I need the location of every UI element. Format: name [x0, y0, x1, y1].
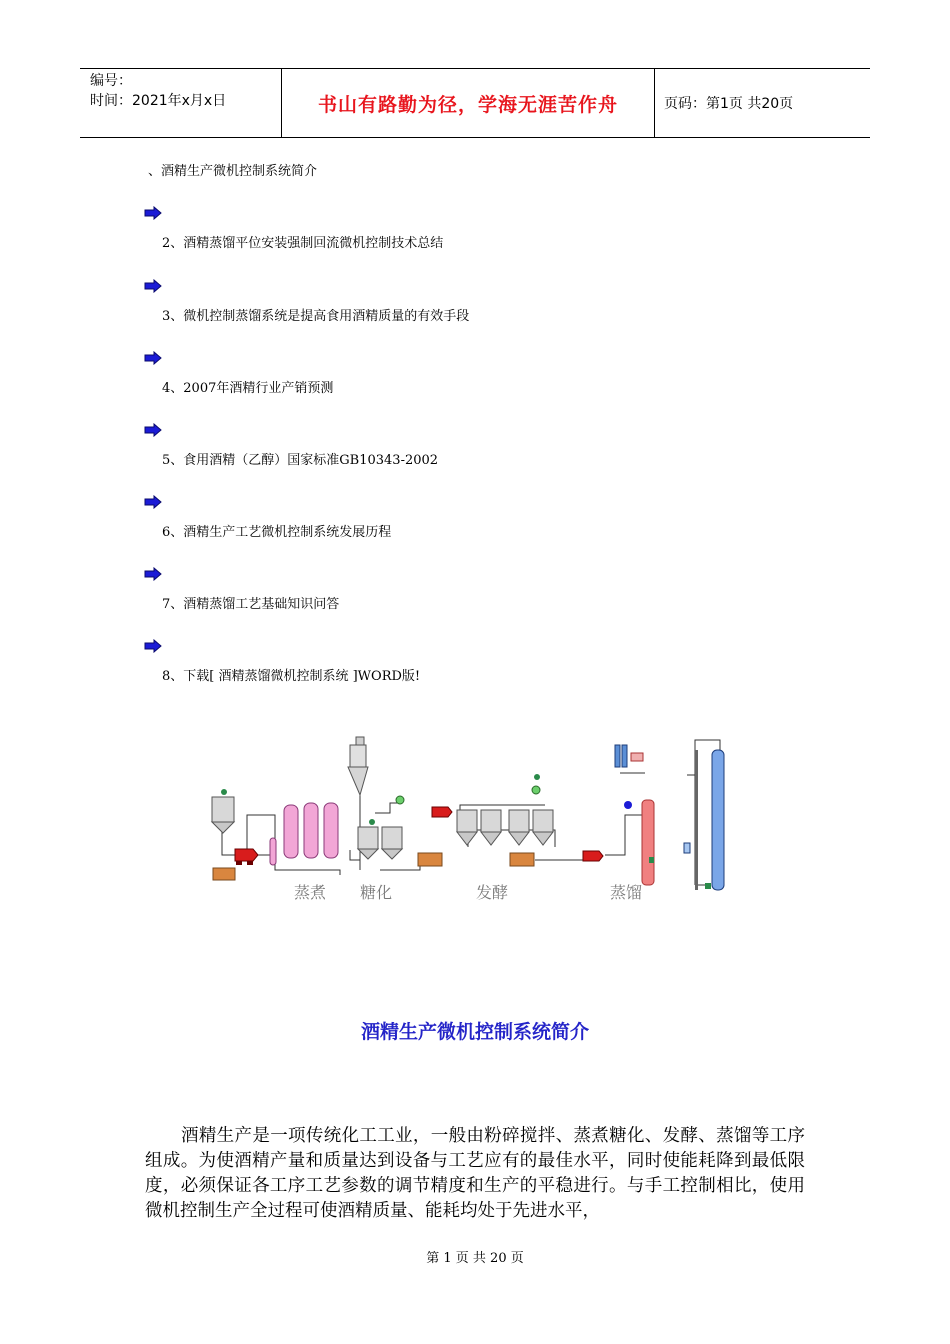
- arrow-icon[interactable]: [144, 423, 162, 437]
- diagram-label-distill: 蒸馏: [610, 883, 643, 902]
- diagram-label-ferment: 发酵: [476, 883, 509, 902]
- header-meta: [90, 71, 226, 111]
- pump-icon: [583, 851, 603, 861]
- page-header: [80, 68, 870, 138]
- toc-item-8[interactable]: 8、下载[ 酒精蒸馏微机控制系统 ]WORD版!: [162, 669, 421, 684]
- fermenters: [457, 774, 553, 866]
- arrow-icon[interactable]: [144, 567, 162, 581]
- pump-icon: [235, 849, 258, 865]
- diagram-label-saccharify: 糖化: [360, 883, 393, 902]
- toc-item-3[interactable]: 3、微机控制蒸馏系统是提高食用酒精质量的有效手段: [162, 309, 470, 324]
- toc-item-1[interactable]: 、酒精生产微机控制系统简介: [148, 164, 318, 179]
- number-label: 编号：: [90, 73, 132, 89]
- cooking-columns: [270, 803, 338, 865]
- pump-icon: [432, 807, 452, 817]
- toc-item-5[interactable]: 5、食用酒精（乙醇）国家标准GB10343-2002: [162, 453, 439, 468]
- header-motto: 书山有路勤为径，学海无涯苦作舟: [281, 69, 655, 137]
- toc-item-4[interactable]: 4、2007年酒精行业产销预测: [162, 381, 334, 396]
- arrow-icon[interactable]: [144, 351, 162, 365]
- arrow-icon[interactable]: [144, 495, 162, 509]
- time-label: 时间：2021年x月x日: [90, 93, 227, 109]
- arrow-icon[interactable]: [144, 639, 162, 653]
- diagram-label-cooking: 蒸煮: [294, 883, 327, 902]
- cyclone: [348, 737, 368, 795]
- toc-item-7[interactable]: 7、酒精蒸馏工艺基础知识问答: [162, 597, 340, 612]
- saccharification-tanks: [358, 796, 442, 866]
- arrow-icon[interactable]: [144, 279, 162, 293]
- distillation-columns: [615, 745, 724, 890]
- toc-item-6[interactable]: 6、酒精生产工艺微机控制系统发展历程: [162, 525, 392, 540]
- process-diagram: [200, 735, 745, 910]
- page-footer: 第 1 页 共 20 页: [426, 1251, 524, 1266]
- body-paragraph: 酒精生产是一项传统化工工业，一般由粉碎搅拌、蒸煮糖化、发酵、蒸馏等工序组成。为使酒精产量和质量达到设备与工艺应有的最佳水平，同时使能耗降到最低限度，必须保证各工序工艺参数的调节精度和生产的平稳进行。与手工控制相比，使用微机控制生产全过程可使酒精质量、能耗均处于先进水平，: [145, 1126, 805, 1221]
- mixing-tank: [212, 789, 235, 880]
- header-page-label: 页码：第1页 共20页: [664, 96, 794, 112]
- arrow-icon[interactable]: [144, 206, 162, 220]
- toc-item-2[interactable]: 2、酒精蒸馏平位安装强制回流微机控制技术总结: [162, 236, 444, 251]
- section-title: 酒精生产微机控制系统简介: [360, 1021, 589, 1043]
